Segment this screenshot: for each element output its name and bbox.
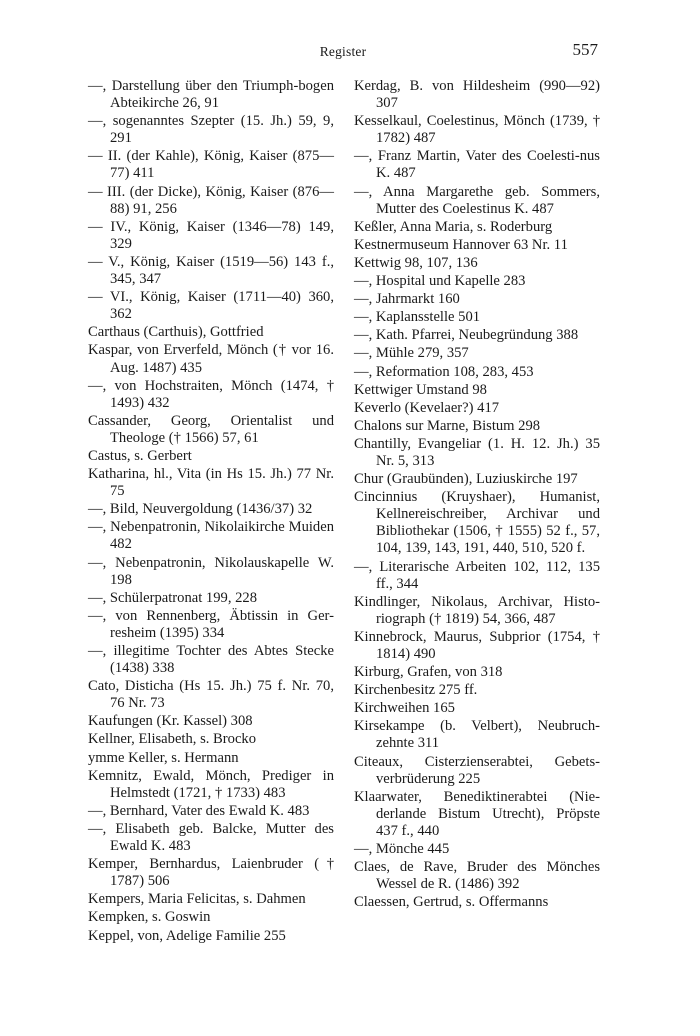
index-entry: Kettwiger Umstand 98 [354,381,487,398]
index-entry: Keverlo (Kevelaer?) 417 [354,399,500,416]
index-entry: Carthaus (Carthuis), Gottfried [88,324,264,341]
index-entry: — III. (der Dicke), König, Kaiser (876—88) 91, 256 [88,183,334,217]
index-entry: Kaspar, von Erverfeld, Mönch († vor 16. Aug. 1487) 435 [88,342,334,376]
right-column [354,78,600,946]
index-entry: Chantilly, Evangeliar (1. H. 12. Jh.) 35 Nr. 5, 313 [354,435,600,469]
index-entry: Castus, s. Gerbert [88,447,192,464]
index-entry: —, Hospital und Kapelle 283 [354,273,526,290]
index-entry: Keppel, von, Adelige Familie 255 [88,927,286,944]
index-entry: —, Elisabeth geb. Balcke, Mutter des Ewald K. 483 [88,820,334,855]
left-column [88,78,334,946]
index-entry: —, Darstellung über den Triumph-bogen Abteikirche 26, 91 [88,78,334,112]
index-entry: —, Kaplansstelle 501 [354,309,481,326]
index-entry: Klaarwater, Benediktinerabtei (Nie-derlande Bistum Utrecht), Pröpste 437 f., 440 [354,788,600,839]
index-entry: Kestnermuseum Hannover 63 Nr. 11 [354,236,568,253]
index-entry: Chur (Graubünden), Luziuskirche 197 [354,471,578,488]
index-entry: —, Jahrmarkt 160 [354,291,460,308]
index-entry: Kirchenbesitz 275 ff. [354,682,478,699]
index-entry: Cincinnius (Kruyshaer), Humanist, Kellnereischreiber, Archivar und Bibliothekar (1506, † 1555) 52 f., 57, 104, 139, 143, 191, 440, 510, 520 f. [354,489,600,557]
index-entry: —, Nebenpatronin, Nikolaikirche Muiden 482 [88,519,334,553]
index-entry: —, Reformation 108, 283, 453 [354,363,534,380]
index-entry: Kemnitz, Ewald, Mönch, Prediger in Helmstedt (1721, † 1733) 483 [88,767,334,801]
index-entry: —, Bild, Neuvergoldung (1436/37) 32 [88,501,313,518]
index-entry: Kettwig 98, 107, 136 [354,254,478,271]
index-entry: Claes, de Rave, Bruder des Mönches Wessel de R. (1486) 392 [354,859,600,893]
index-entry: ymme Keller, s. Hermann [88,749,239,766]
index-entry: —, Mühle 279, 357 [354,345,469,362]
index-entry: Kesselkaul, Coelestinus, Mönch (1739, † 1782) 487 [354,113,600,147]
index-entry: — II. (der Kahle), König, Kaiser (875—77) 411 [88,148,334,182]
index-entry: Kirsekampe (b. Velbert), Neubruch-zehnte 311 [354,718,600,752]
index-entry: Katharina, hl., Vita (in Hs 15. Jh.) 77 Nr. 75 [88,466,334,500]
index-entry: — VI., König, Kaiser (1711—40) 360, 362 [88,289,334,323]
index-entry: Claessen, Gertrud, s. Offermanns [354,894,549,911]
index-entry: Kirburg, Grafen, von 318 [354,664,503,681]
index-entry: Kirchweihen 165 [354,700,455,717]
index-entry: Kempken, s. Goswin [88,909,211,926]
index-entry: —, von Hochstraiten, Mönch (1474, † 1493) 432 [88,377,334,411]
page-number: 557 [572,40,598,59]
index-entry: Kinnebrock, Maurus, Subprior (1754, † 1814) 490 [354,628,600,662]
index-entry: —, von Rennenberg, Äbtissin in Ger-resheim (1395) 334 [88,607,334,641]
index-entry: Kellner, Elisabeth, s. Brocko [88,731,257,748]
index-entry: Kaufungen (Kr. Kassel) 308 [88,713,253,730]
index-entry: Kerdag, B. von Hildesheim (990—92) 307 [354,78,600,112]
index-entry: Cato, Disticha (Hs 15. Jh.) 75 f. Nr. 70, 76 Nr. 73 [88,678,334,712]
index-entry: —, Mönche 445 [354,841,450,858]
index-entry: —, Bernhard, Vater des Ewald K. 483 [88,802,310,819]
index-entry: — V., König, Kaiser (1519—56) 143 f., 345, 347 [88,253,334,288]
index-entry: Cassander, Georg, Orientalist und Theologe († 1566) 57, 61 [88,412,334,446]
index-entry: Chalons sur Marne, Bistum 298 [354,417,541,434]
index-entry: —, Anna Margarethe geb. Sommers, Mutter des Coelestinus K. 487 [354,183,600,217]
index-entry: —, Franz Martin, Vater des Coelesti-nus K. 487 [354,148,600,182]
index-entry: Keßler, Anna Maria, s. Roderburg [354,218,553,235]
index-entry: —, Literarische Arbeiten 102, 112, 135 ff., 344 [354,558,600,592]
index-entry: Kemper, Bernhardus, Laienbruder († 1787) 506 [88,856,334,890]
index-entry: —, illegitime Tochter des Abtes Stecke (1438) 338 [88,643,334,677]
index-entry: —, sogenanntes Szepter (15. Jh.) 59, 9, 291 [88,113,334,147]
index-entry: Kindlinger, Nikolaus, Archivar, Histo-riograph († 1819) 54, 366, 487 [354,593,600,627]
index-entry: —, Nebenpatronin, Nikolauskapelle W. 198 [88,554,334,588]
index-columns [88,78,600,946]
running-title: Register [319,44,367,59]
index-entry: Kempers, Maria Felicitas, s. Dahmen [88,891,306,908]
index-entry: —, Kath. Pfarrei, Neubegründung 388 [354,327,579,344]
page-header [88,40,598,64]
index-entry: — IV., König, Kaiser (1346—78) 149, 329 [88,218,334,252]
index-entry: Citeaux, Cisterzienserabtei, Gebets-verbrüderung 225 [354,753,600,787]
index-entry: —, Schülerpatronat 199, 228 [88,589,258,606]
